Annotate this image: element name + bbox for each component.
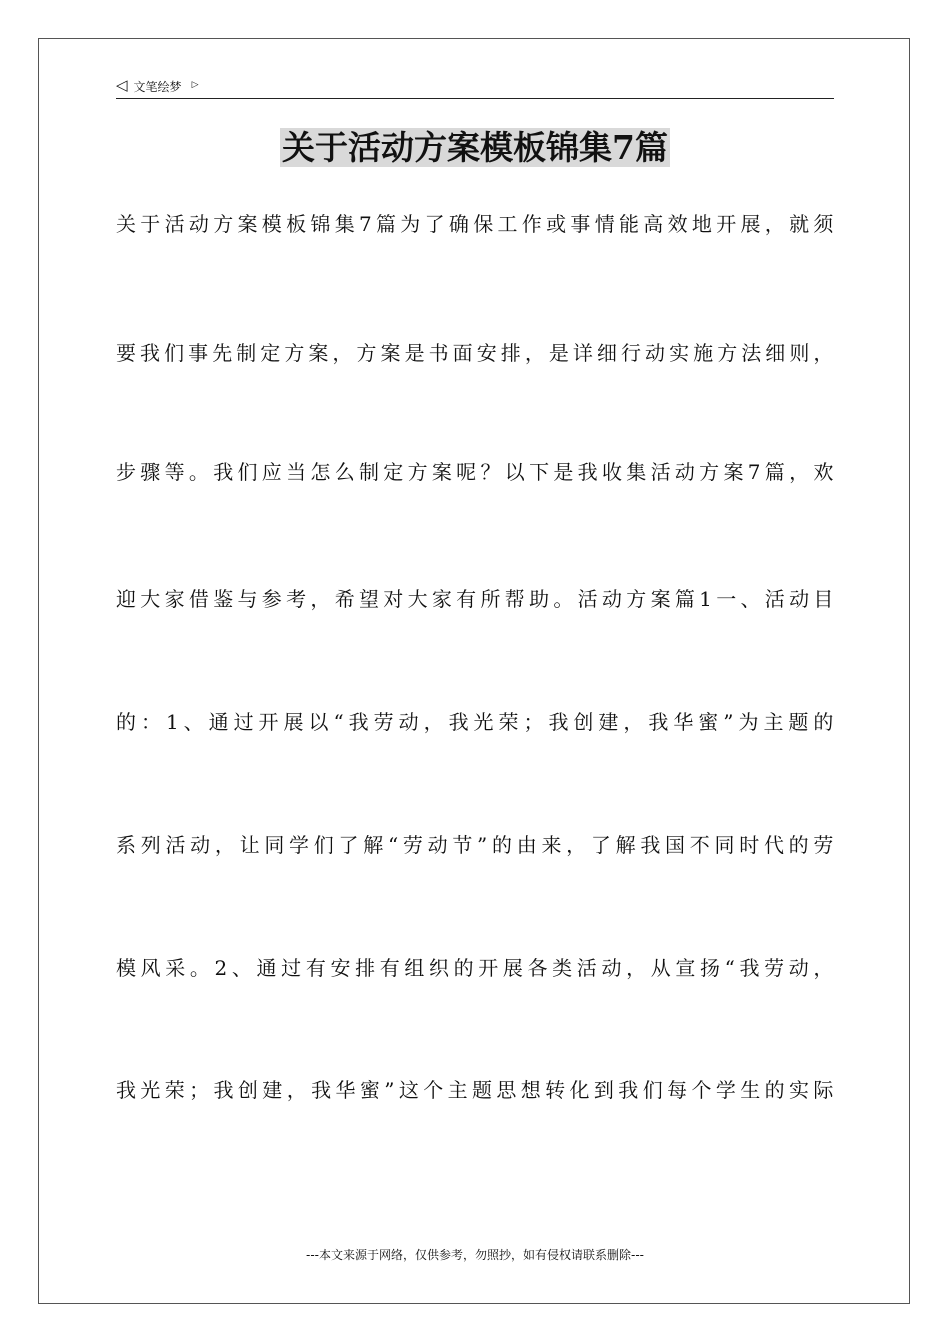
- right-triangle-icon: ▷: [191, 80, 199, 90]
- footer-disclaimer: ---本文来源于网络，仅供参考，勿照抄，如有侵权请联系删除---: [306, 1248, 644, 1262]
- document-title: 关于活动方案模板锦集7篇: [282, 128, 668, 167]
- body-line: 迎大家借鉴与参考，希望对大家有所帮助。活动方案篇1一、活动目: [116, 587, 834, 611]
- body-line: 关于活动方案模板锦集7篇为了确保工作或事情能高效地开展，就须: [116, 212, 834, 236]
- brand-label: 文笔绘梦: [133, 79, 182, 94]
- page-header: [116, 74, 834, 99]
- document-title-block: [0, 126, 950, 170]
- body-line: 步骤等。我们应当怎么制定方案呢？以下是我收集活动方案7篇，欢: [116, 460, 834, 484]
- body-line: 的：1、通过开展以“我劳动，我光荣；我创建，我华蜜”为主题的: [116, 710, 834, 734]
- body-line: 系列活动，让同学们了解“劳动节”的由来，了解我国不同时代的劳: [116, 833, 834, 857]
- body-line: 我光荣；我创建，我华蜜”这个主题思想转化到我们每个学生的实际: [116, 1078, 834, 1102]
- body-line: 模风采。2、通过有安排有组织的开展各类活动，从宣扬“我劳动，: [116, 956, 834, 980]
- left-triangle-icon: ◁: [116, 75, 128, 94]
- body-line: 要我们事先制定方案，方案是书面安排，是详细行动实施方法细则，: [116, 341, 834, 365]
